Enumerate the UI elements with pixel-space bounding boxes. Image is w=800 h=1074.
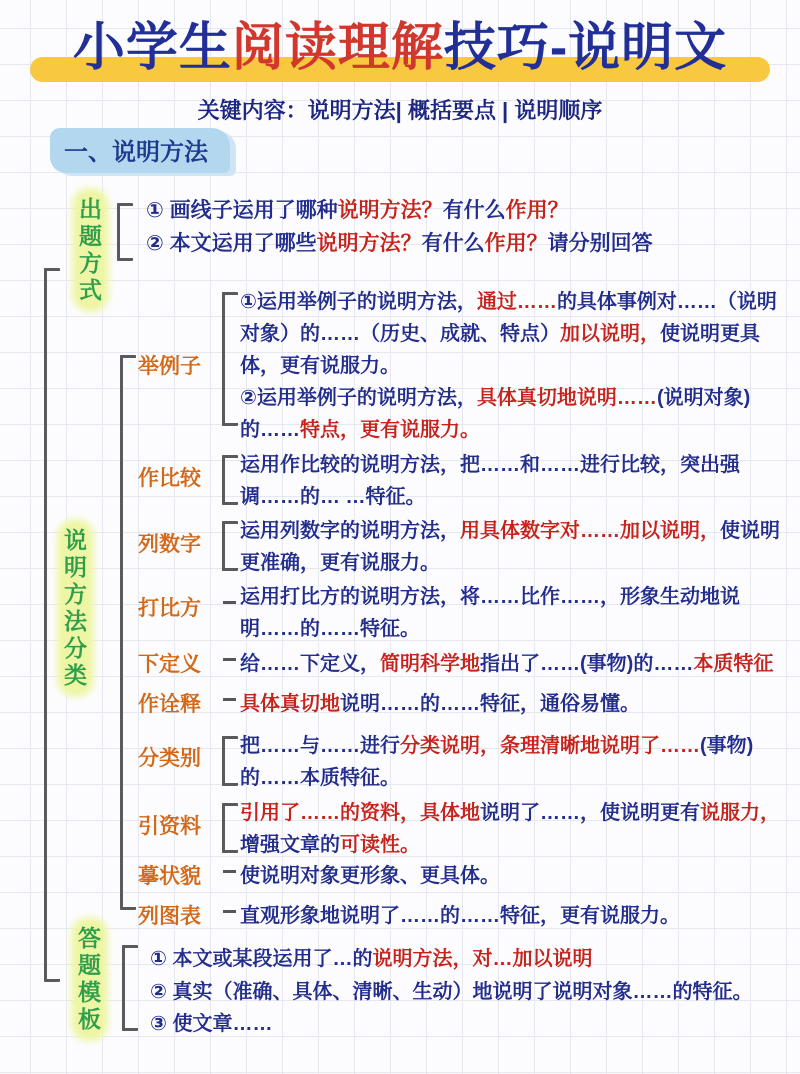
method-desc-fenleibie: 把……与……进行分类说明，条理清晰地说明了……(事物)的……本质特征。 [240, 735, 754, 789]
method-desc-zuoquanshi: 具体真切地说明……的……特征，通俗易懂。 [240, 693, 640, 715]
method-desc-lieshuzi: 运用列数字的说明方法，用具体数字对……加以说明，使说明更准确，更有说服力。 [240, 520, 780, 574]
answer-item-3: ③ 使文章…… [150, 1013, 273, 1035]
method-desc-zuobijiao: 运用作比较的说明方法，把……和……进行比较，突出强调……的… …特征。 [240, 454, 740, 508]
method-label-dabifang: 打比方 [138, 597, 201, 620]
subtitle: 关键内容：说明方法| 概括要点 | 说明顺序 [197, 98, 603, 123]
method-label-yinziliao: 引资料 [138, 815, 201, 838]
method-label-juxiangzi: 举例子 [138, 355, 201, 378]
method-desc-mozhuangmao: 使说明对象更形象、更具体。 [240, 865, 500, 887]
method-label-fenleibie: 分类别 [138, 747, 201, 770]
questions-bracket [117, 203, 133, 261]
method-bracket-juxiangzi [222, 292, 238, 426]
method-connector-mozhuangmao [223, 870, 236, 873]
method-label-zuoquanshi: 作诠释 [138, 693, 201, 716]
branch-label-question-types: 出题方式 [77, 193, 104, 307]
method-label-lietubiao: 列图表 [138, 905, 201, 928]
method-label-lieshuzi: 列数字 [138, 533, 201, 556]
method-desc-xiadingyi: 给……下定义，简明科学地指出了……(事物)的……本质特征 [240, 653, 774, 675]
method-bracket-zuobijiao [222, 455, 238, 505]
method-bracket-lieshuzi [222, 521, 238, 571]
branch-label-answer-template: 答题模板 [76, 922, 103, 1036]
method-label-xiadingyi: 下定义 [138, 653, 201, 676]
method-connector-xiadingyi [223, 658, 236, 661]
title-part-3: 技巧-说明文 [443, 19, 728, 77]
methods-group-bracket [120, 355, 136, 910]
answers-bracket [122, 945, 138, 1031]
method-bracket-yinziliao [222, 803, 238, 853]
answer-item-2: ② 真实（准确、具体、清晰、生动）地说明了说明对象……的特征。 [150, 981, 753, 1003]
method-desc-dabifang: 运用打比方的说明方法，将……比作……，形象生动地说明……的……特征。 [240, 586, 740, 640]
title-part-1: 小学生 [72, 19, 232, 77]
method-desc-yinziliao: 引用了……的资料，具体地说明了……，使说明更有说服力，增强文章的可读性。 [240, 802, 780, 856]
page-title [0, 16, 800, 80]
section-heading: 一、说明方法 [50, 128, 230, 173]
method-desc-lietubiao: 直观形象地说明了……的……特征，更有说服力。 [240, 905, 680, 927]
method-desc-juxiangzi: ①运用举例子的说明方法，通过……的具体事例对……（说明对象）的……（历史、成就、特点）加以说明，使说明更具体，更有说服力。 ②运用举例子的说明方法，具体真切地说明……(说明对象)的……特点，更有说服力。 [240, 291, 777, 441]
answer-item-1: ① 本文或某段运用了…的说明方法，对…加以说明 [150, 948, 593, 970]
branch-label-method-types: 说明方法分类 [62, 524, 89, 692]
method-label-mozhuangmao: 摹状貌 [138, 865, 201, 888]
title-part-2: 阅读理解 [231, 19, 444, 77]
question-item-1: ① 画线子运用了哪种说明方法？有什么作用？ [146, 199, 569, 222]
method-connector-lietubiao [223, 910, 236, 913]
method-connector-zuoquanshi [223, 698, 236, 701]
outer-bracket [44, 268, 60, 982]
method-connector-dabifang [223, 601, 236, 604]
method-label-zuobijiao: 作比较 [138, 467, 201, 490]
method-bracket-fenleibie [222, 736, 238, 786]
question-item-2: ② 本文运用了哪些说明方法？有什么作用？请分别回答 [146, 232, 653, 255]
